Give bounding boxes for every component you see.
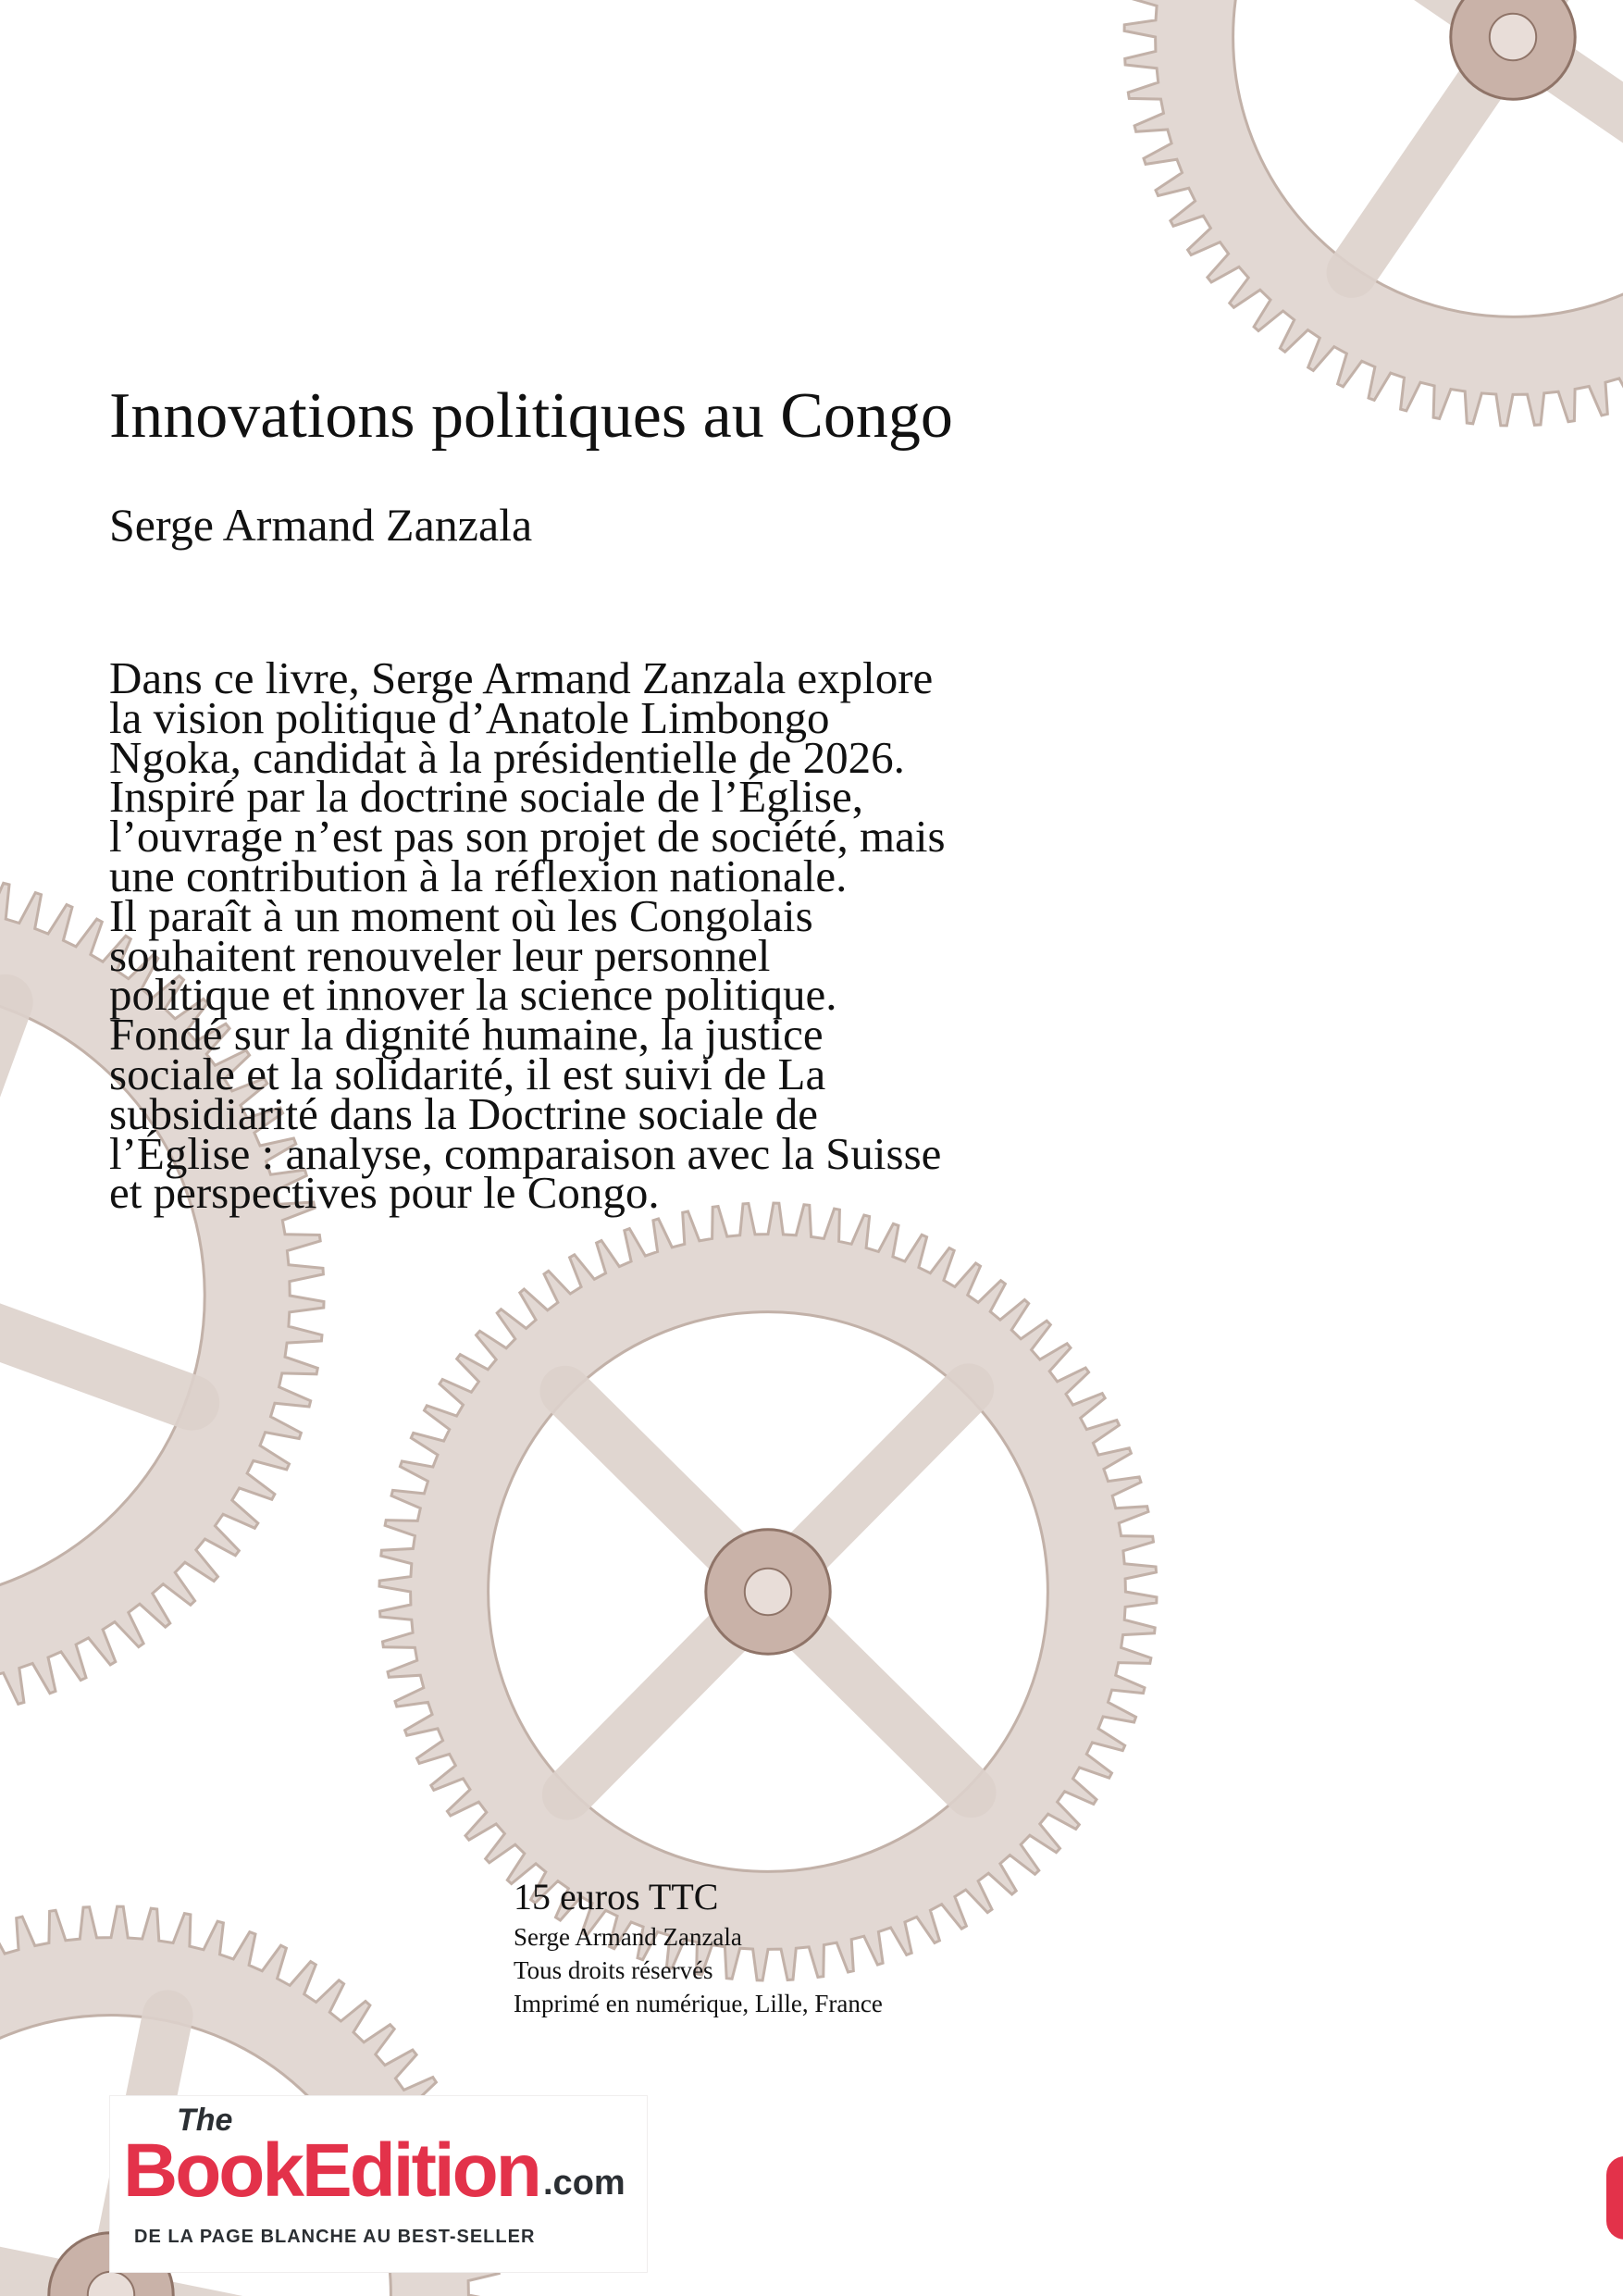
description-line: Ngoka, candidat à la présidentielle de 2026. <box>109 731 905 783</box>
corner-brand-mark <box>1606 2156 1623 2240</box>
description-line: la vision politique d’Anatole Limbongo <box>109 691 830 743</box>
description-line: l’ouvrage n’est pas son projet de société, mais <box>109 811 946 863</box>
description-line: Il paraît à un moment où les Congolais <box>109 889 813 941</box>
gear-icon <box>1124 0 1623 426</box>
book-title: Innovations politiques au Congo <box>109 380 953 452</box>
book-description <box>109 652 1257 1219</box>
description-line: Inspiré par la doctrine sociale de l’Église, <box>109 771 863 823</box>
description-line: Dans ce livre, Serge Armand Zanzala explore <box>109 652 934 703</box>
rights-notice: Tous droits réservés <box>514 1956 713 1984</box>
description-line: une contribution à la réflexion nationale. <box>109 850 848 901</box>
logo-name-text: BookEdition <box>123 2128 539 2213</box>
gear-icon <box>379 1203 1157 1980</box>
description-line: politique et innover la science politique. <box>109 969 837 1021</box>
book-edition-logo <box>109 2095 648 2273</box>
description-line: et perspectives pour le Congo. <box>109 1167 660 1219</box>
description-line: souhaitent renouveler leur personnel <box>109 929 771 981</box>
imprint-block <box>514 1874 883 2020</box>
book-author: Serge Armand Zanzala <box>109 499 533 551</box>
logo-tagline: DE LA PAGE BLANCHE AU BEST-SELLER <box>134 2227 536 2247</box>
logo-domain-text: .com <box>543 2164 626 2203</box>
print-location: Imprimé en numérique, Lille, France <box>514 1990 883 2017</box>
description-line: subsidiarité dans la Doctrine sociale de <box>109 1087 819 1139</box>
logo-the-text: The <box>177 2103 233 2138</box>
imprint-author: Serge Armand Zanzala <box>514 1923 742 1951</box>
price-label: 15 euros TTC <box>514 1876 719 1917</box>
description-line: sociale et la solidarité, il est suivi de La <box>109 1048 826 1099</box>
description-line: Fondé sur la dignité humaine, la justice <box>109 1009 824 1061</box>
description-line: l’Église : analyse, comparaison avec la Suisse <box>109 1127 942 1179</box>
